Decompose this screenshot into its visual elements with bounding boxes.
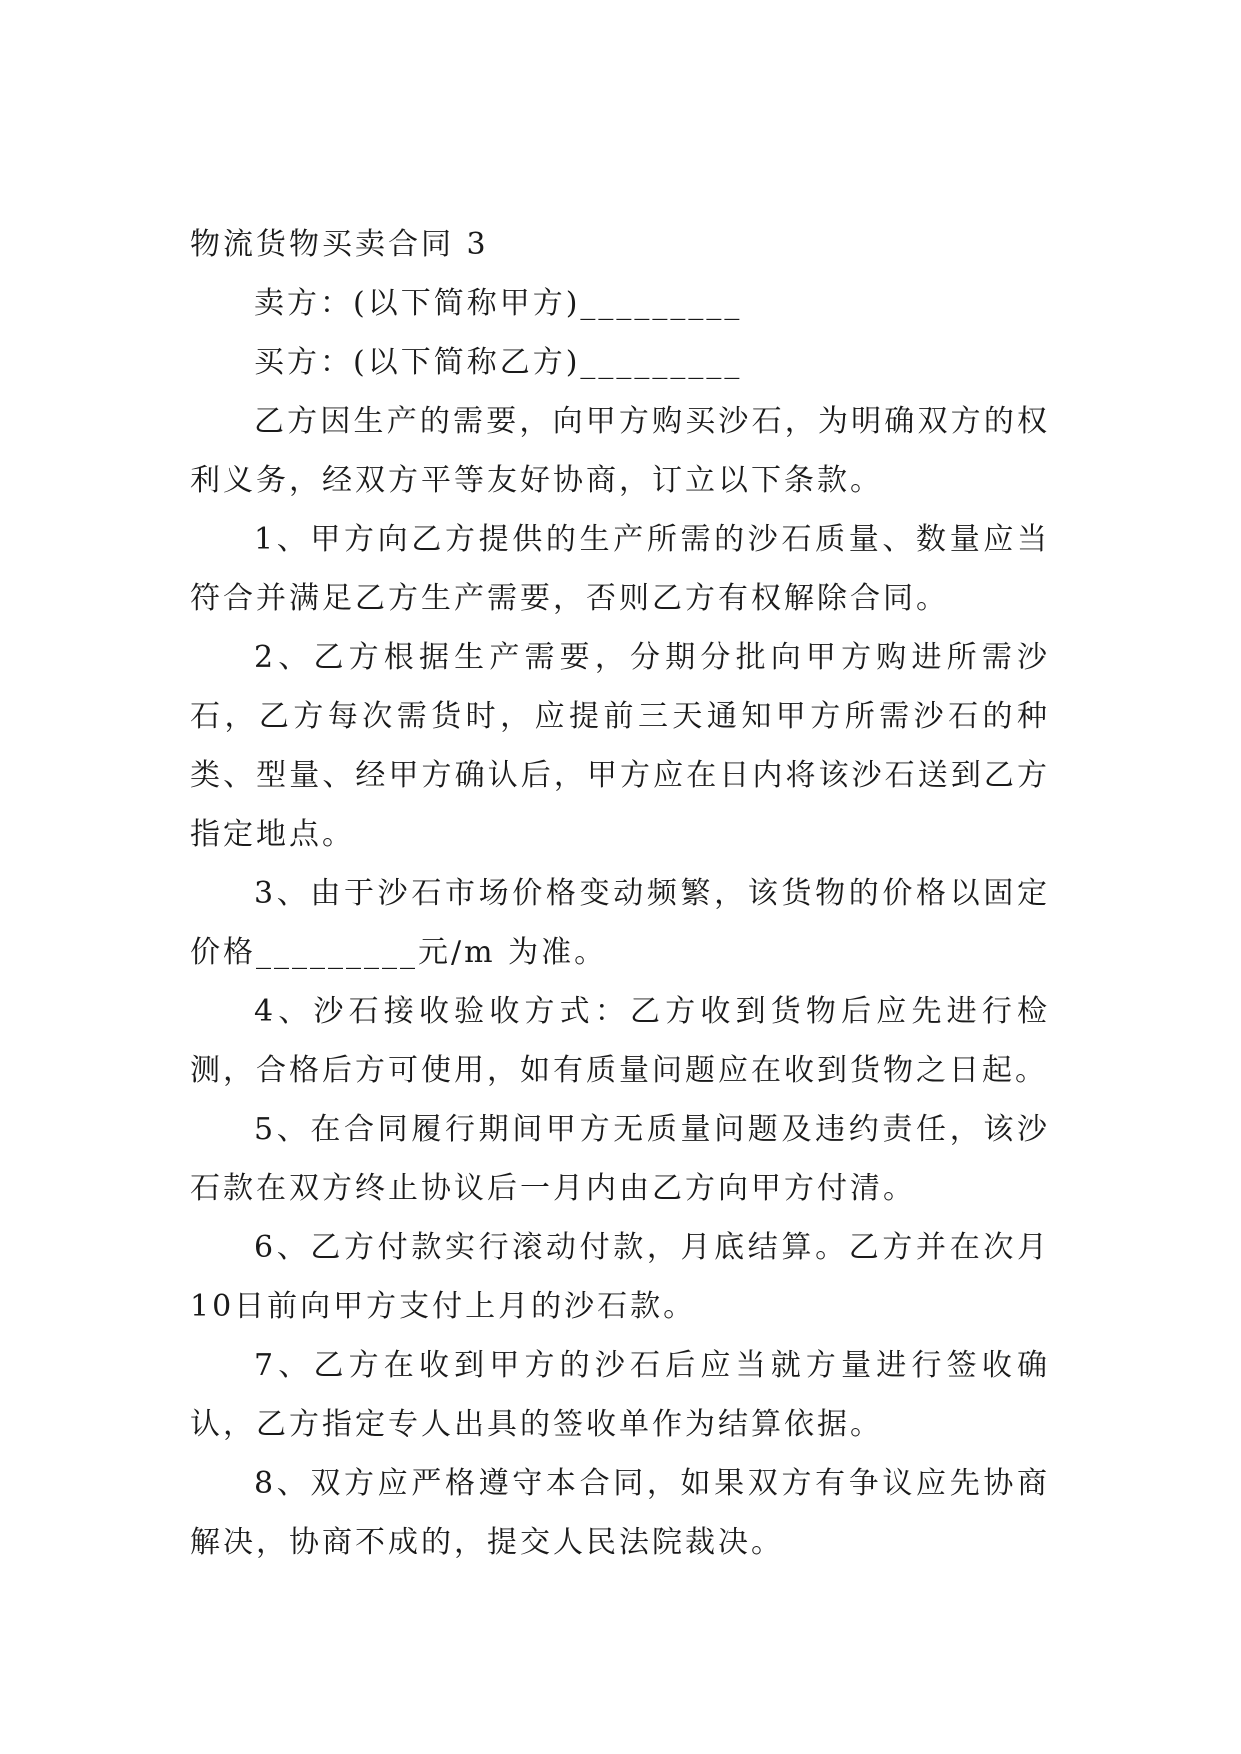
clause-3: 3、由于沙石市场价格变动频繁，该货物的价格以固定价格_________元/m 为准。 <box>190 876 1050 970</box>
intro-paragraph: 乙方因生产的需要，向甲方购买沙石，为明确双方的权利义务，经双方平等友好协商，订立以下条款。 <box>190 404 1050 498</box>
seller-line: 卖方：(以下简称甲方)_________ <box>254 286 743 321</box>
document-body <box>190 215 1050 1572</box>
clause-6: 6、乙方付款实行滚动付款，月底结算。乙方并在次月 10日前向甲方支付上月的沙石款。 <box>190 1230 1050 1324</box>
clause-2: 2、乙方根据生产需要，分期分批向甲方购进所需沙石，乙方每次需货时，应提前三天通知甲方所需沙石的种类、型量、经甲方确认后，甲方应在日内将该沙石送到乙方指定地点。 <box>190 640 1050 852</box>
document-title: 物流货物买卖合同 3 <box>190 227 489 262</box>
buyer-line: 买方：(以下简称乙方)_________ <box>254 345 743 380</box>
clause-8: 8、双方应严格遵守本合同，如果双方有争议应先协商解决，协商不成的，提交人民法院裁决。 <box>190 1466 1050 1560</box>
clause-4: 4、沙石接收验收方式：乙方收到货物后应先进行检测，合格后方可使用，如有质量问题应在收到货物之日起。 <box>190 994 1050 1088</box>
clause-5: 5、在合同履行期间甲方无质量问题及违约责任，该沙石款在双方终止协议后一月内由乙方向甲方付清。 <box>190 1112 1050 1206</box>
clause-7: 7、乙方在收到甲方的沙石后应当就方量进行签收确认，乙方指定专人出具的签收单作为结算依据。 <box>190 1348 1050 1442</box>
clause-1: 1、甲方向乙方提供的生产所需的沙石质量、数量应当符合并满足乙方生产需要，否则乙方有权解除合同。 <box>190 522 1050 616</box>
